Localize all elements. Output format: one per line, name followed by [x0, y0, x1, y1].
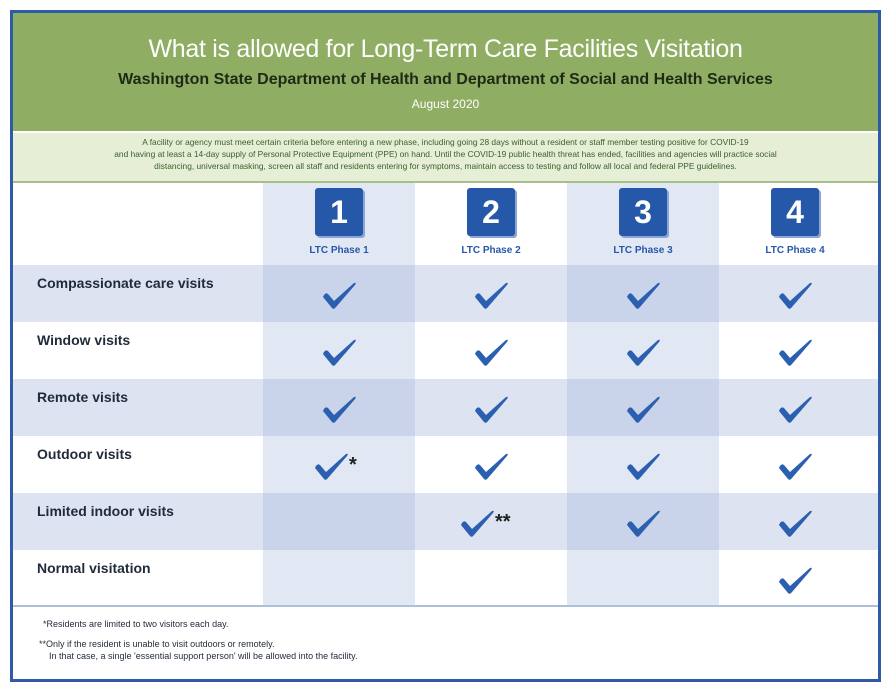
row-label: Compassionate care visits — [37, 275, 214, 291]
row-label: Normal visitation — [37, 560, 151, 576]
check-mark-icon — [775, 395, 815, 425]
check-mark-icon — [623, 395, 663, 425]
row-label: Window visits — [37, 332, 131, 348]
check-mark-icon — [319, 338, 359, 368]
row-label: Outdoor visits — [37, 446, 132, 462]
row-band — [13, 493, 878, 550]
check-mark-icon — [471, 452, 511, 482]
check-mark-icon — [471, 281, 511, 311]
check-mark-icon — [623, 338, 663, 368]
row-label: Remote visits — [37, 389, 129, 405]
page-title: What is allowed for Long-Term Care Facilities Visitation — [148, 35, 743, 63]
criteria-line-2: and having at least a 14-day supply of Personal Protective Equipment (PPE) on hand. Until the COVID-19 public health threat has ended, facilities and agencies will practice social — [114, 149, 777, 159]
check-mark-icon — [623, 452, 663, 482]
footnote-marker: * — [349, 454, 357, 476]
phase-2-label: LTC Phase 2 — [461, 245, 521, 256]
row-band — [13, 550, 878, 607]
check-mark-icon — [471, 338, 511, 368]
check-mark-icon — [623, 281, 663, 311]
row-band — [13, 322, 878, 379]
phase-4-label: LTC Phase 4 — [765, 245, 825, 256]
page-subtitle: Washington State Department of Health and Department of Social and Health Services — [118, 71, 773, 88]
phase-4-badge: 4 — [771, 188, 819, 236]
phase-1-label: LTC Phase 1 — [309, 245, 369, 256]
check-mark-icon — [319, 281, 359, 311]
publish-date: August 2020 — [411, 97, 480, 111]
check-mark-icon — [775, 566, 815, 596]
check-mark-icon — [471, 395, 511, 425]
check-mark-icon — [775, 509, 815, 539]
phase-1-badge: 1 — [315, 188, 363, 236]
criteria-line-1: A facility or agency must meet certain criteria before entering a new phase, including going 28 days without a resident or staff member testing positive for COVID-19 — [142, 137, 749, 147]
footnote-2a: **Only if the resident is unable to visit outdoors or remotely. — [39, 639, 275, 649]
phase-3-badge: 3 — [619, 188, 667, 236]
row-band — [13, 436, 878, 493]
footnote-1: *Residents are limited to two visitors each day. — [43, 619, 229, 629]
check-mark-icon — [311, 452, 351, 482]
criteria-line-3: distancing, universal masking, screen all staff and residents entering for symptoms, maintain access to testing and follow all local and federal PPE guidelines. — [154, 161, 737, 171]
footnote-2b: In that case, a single 'essential support person' will be allowed into the facility. — [49, 651, 358, 661]
row-label: Limited indoor visits — [37, 503, 174, 519]
footnote-marker: ** — [495, 511, 511, 533]
footnotes — [13, 605, 878, 681]
criteria-note — [13, 133, 878, 183]
check-mark-icon — [775, 338, 815, 368]
header-banner — [13, 13, 878, 133]
check-mark-icon — [457, 509, 497, 539]
check-mark-icon — [623, 509, 663, 539]
phase-3-label: LTC Phase 3 — [613, 245, 673, 256]
check-mark-icon — [319, 395, 359, 425]
check-mark-icon — [775, 281, 815, 311]
row-band — [13, 265, 878, 322]
check-mark-icon — [775, 452, 815, 482]
row-band — [13, 379, 878, 436]
phase-2-badge: 2 — [467, 188, 515, 236]
visitation-chart — [10, 10, 881, 682]
